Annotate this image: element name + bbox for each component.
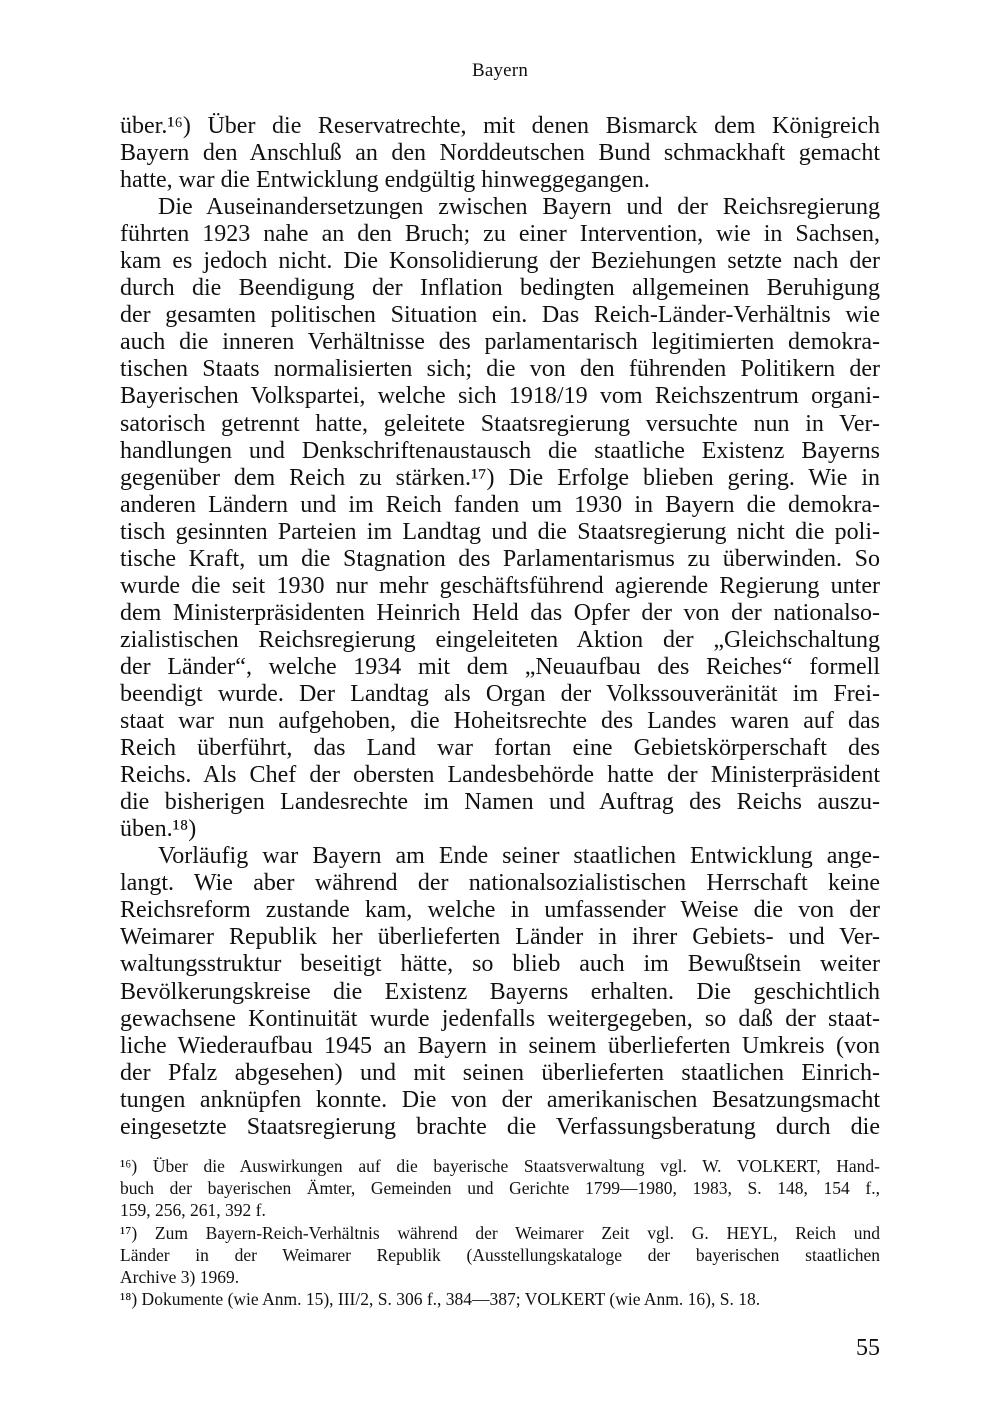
footnotes bbox=[120, 1155, 880, 1310]
body-line: führten 1923 nahe an den Bruch; zu einer Intervention, wie in Sachsen, bbox=[120, 221, 880, 248]
body-line: staat war nun aufgehoben, die Hoheitsrechte des Landes waren auf das bbox=[120, 708, 880, 735]
footnote-line: ¹⁶) Über die Auswirkungen auf die bayerische Staatsverwaltung vgl. W. VOLKERT, Hand- bbox=[120, 1156, 880, 1176]
page-number: 55 bbox=[856, 1335, 880, 1361]
body-line: üben.¹⁸) bbox=[120, 816, 197, 843]
footnote-line: Archive 3) 1969. bbox=[120, 1266, 240, 1287]
body-line: über.¹⁶) Über die Reservatrechte, mit denen Bismarck dem Königreich bbox=[120, 113, 880, 139]
body-line: hatte, war die Entwicklung endgültig hinweggegangen. bbox=[120, 167, 650, 194]
body-line: Bayern den Anschluß an den Norddeutschen Bund schmackhaft gemacht bbox=[120, 140, 880, 167]
body-line: dem Ministerpräsidenten Heinrich Held das Opfer der von der nationalso- bbox=[120, 599, 880, 626]
body-line: Bayerischen Volkspartei, welche sich 1918/19 vom Reichszentrum organi- bbox=[120, 383, 880, 410]
body-line: Die Auseinandersetzungen zwischen Bayern und der Reichsregierung bbox=[158, 194, 880, 221]
body-line: kam es jedoch nicht. Die Konsolidierung der Beziehungen setzte nach der bbox=[120, 248, 880, 275]
body-line: der Pfalz abgesehen) und mit seinen überlieferten staatlichen Einrich- bbox=[120, 1059, 880, 1086]
footnote-line: ¹⁷) Zum Bayern-Reich-Verhältnis während der Weimarer Zeit vgl. G. HEYL, Reich und bbox=[120, 1222, 880, 1243]
body-line: tische Kraft, um die Stagnation des Parlamentarismus zu überwinden. So bbox=[120, 545, 880, 572]
body-line: Reich überführt, das Land war fortan eine Gebietskörperschaft des bbox=[120, 735, 880, 762]
footnote-line: buch der bayerischen Ämter, Gemeinden und Gerichte 1799—1980, 1983, S. 148, 154 f., bbox=[120, 1178, 880, 1199]
body-line: gegenüber dem Reich zu stärken.¹⁷) Die Erfolge blieben gering. Wie in bbox=[120, 464, 880, 491]
body-line: Reichs. Als Chef der obersten Landesbehörde hatte der Ministerpräsident bbox=[120, 762, 880, 789]
body-line: die bisherigen Landesrechte im Namen und Auftrag des Reichs auszu- bbox=[120, 789, 880, 816]
body-line: der Länder“, welche 1934 mit dem „Neuaufbau des Reiches“ formell bbox=[120, 653, 880, 680]
body-line: eingesetzte Staatsregierung brachte die Verfassungsberatung durch die bbox=[120, 1113, 880, 1140]
body-line: langt. Wie aber während der nationalsozialistischen Herrschaft keine bbox=[120, 870, 880, 897]
body-line: der gesamten politischen Situation ein. Das Reich-Länder-Verhältnis wie bbox=[120, 302, 880, 329]
body-line: durch die Beendigung der Inflation bedingten allgemeinen Beruhigung bbox=[120, 275, 880, 302]
body-line: wurde die seit 1930 nur mehr geschäftsführend agierende Regierung unter bbox=[120, 572, 880, 599]
body-line: zialistischen Reichsregierung eingeleiteten Aktion der „Gleichschaltung bbox=[120, 626, 880, 653]
body-line: Reichsreform zustande kam, welche in umfassender Weise die von der bbox=[120, 897, 880, 924]
body-line: gewachsene Kontinuität wurde jedenfalls weitergegeben, so daß der staat- bbox=[120, 1005, 880, 1032]
body-line: anderen Ländern und im Reich fanden um 1930 in Bayern die demokra- bbox=[120, 491, 880, 518]
body-line: Weimarer Republik her überlieferten Länder in ihrer Gebiets- und Ver- bbox=[120, 924, 880, 951]
body-line: auch die inneren Verhältnisse des parlamentarisch legitimierten demokra- bbox=[120, 329, 880, 356]
footnote-line: Länder in der Weimarer Republik (Ausstellungskataloge der bayerischen staatlichen bbox=[120, 1244, 880, 1265]
body-line: tungen anknüpfen konnte. Die von der amerikanischen Besatzungsmacht bbox=[120, 1086, 880, 1113]
body-text bbox=[120, 113, 880, 1141]
body-line: Vorläufig war Bayern am Ende seiner staatlichen Entwicklung ange- bbox=[158, 843, 880, 870]
running-head: Bayern bbox=[471, 60, 529, 81]
body-line: beendigt wurde. Der Landtag als Organ der Volkssouveränität im Frei- bbox=[120, 680, 880, 707]
body-line: Bevölkerungskreise die Existenz Bayerns erhalten. Die geschichtlich bbox=[120, 978, 880, 1005]
body-line: liche Wiederaufbau 1945 an Bayern in seinem überlieferten Umkreis (von bbox=[120, 1032, 880, 1059]
body-line: handlungen und Denkschriftenaustausch die staatliche Existenz Bayerns bbox=[120, 437, 880, 464]
footnote-line: ¹⁸) Dokumente (wie Anm. 15), III/2, S. 306 f., 384—387; VOLKERT (wie Anm. 16), S. 18. bbox=[120, 1289, 761, 1310]
body-line: satorisch getrennt hatte, geleitete Staatsregierung versuchte nun in Ver- bbox=[120, 410, 880, 437]
body-line: waltungsstruktur beseitigt hätte, so blieb auch im Bewußtsein weiter bbox=[120, 951, 880, 978]
footnote-line: 159, 256, 261, 392 f. bbox=[120, 1200, 266, 1221]
body-line: tischen Staats normalisierten sich; die von den führenden Politikern der bbox=[120, 356, 880, 383]
body-line: tisch gesinnten Parteien im Landtag und die Staatsregierung nicht die poli- bbox=[120, 518, 880, 545]
